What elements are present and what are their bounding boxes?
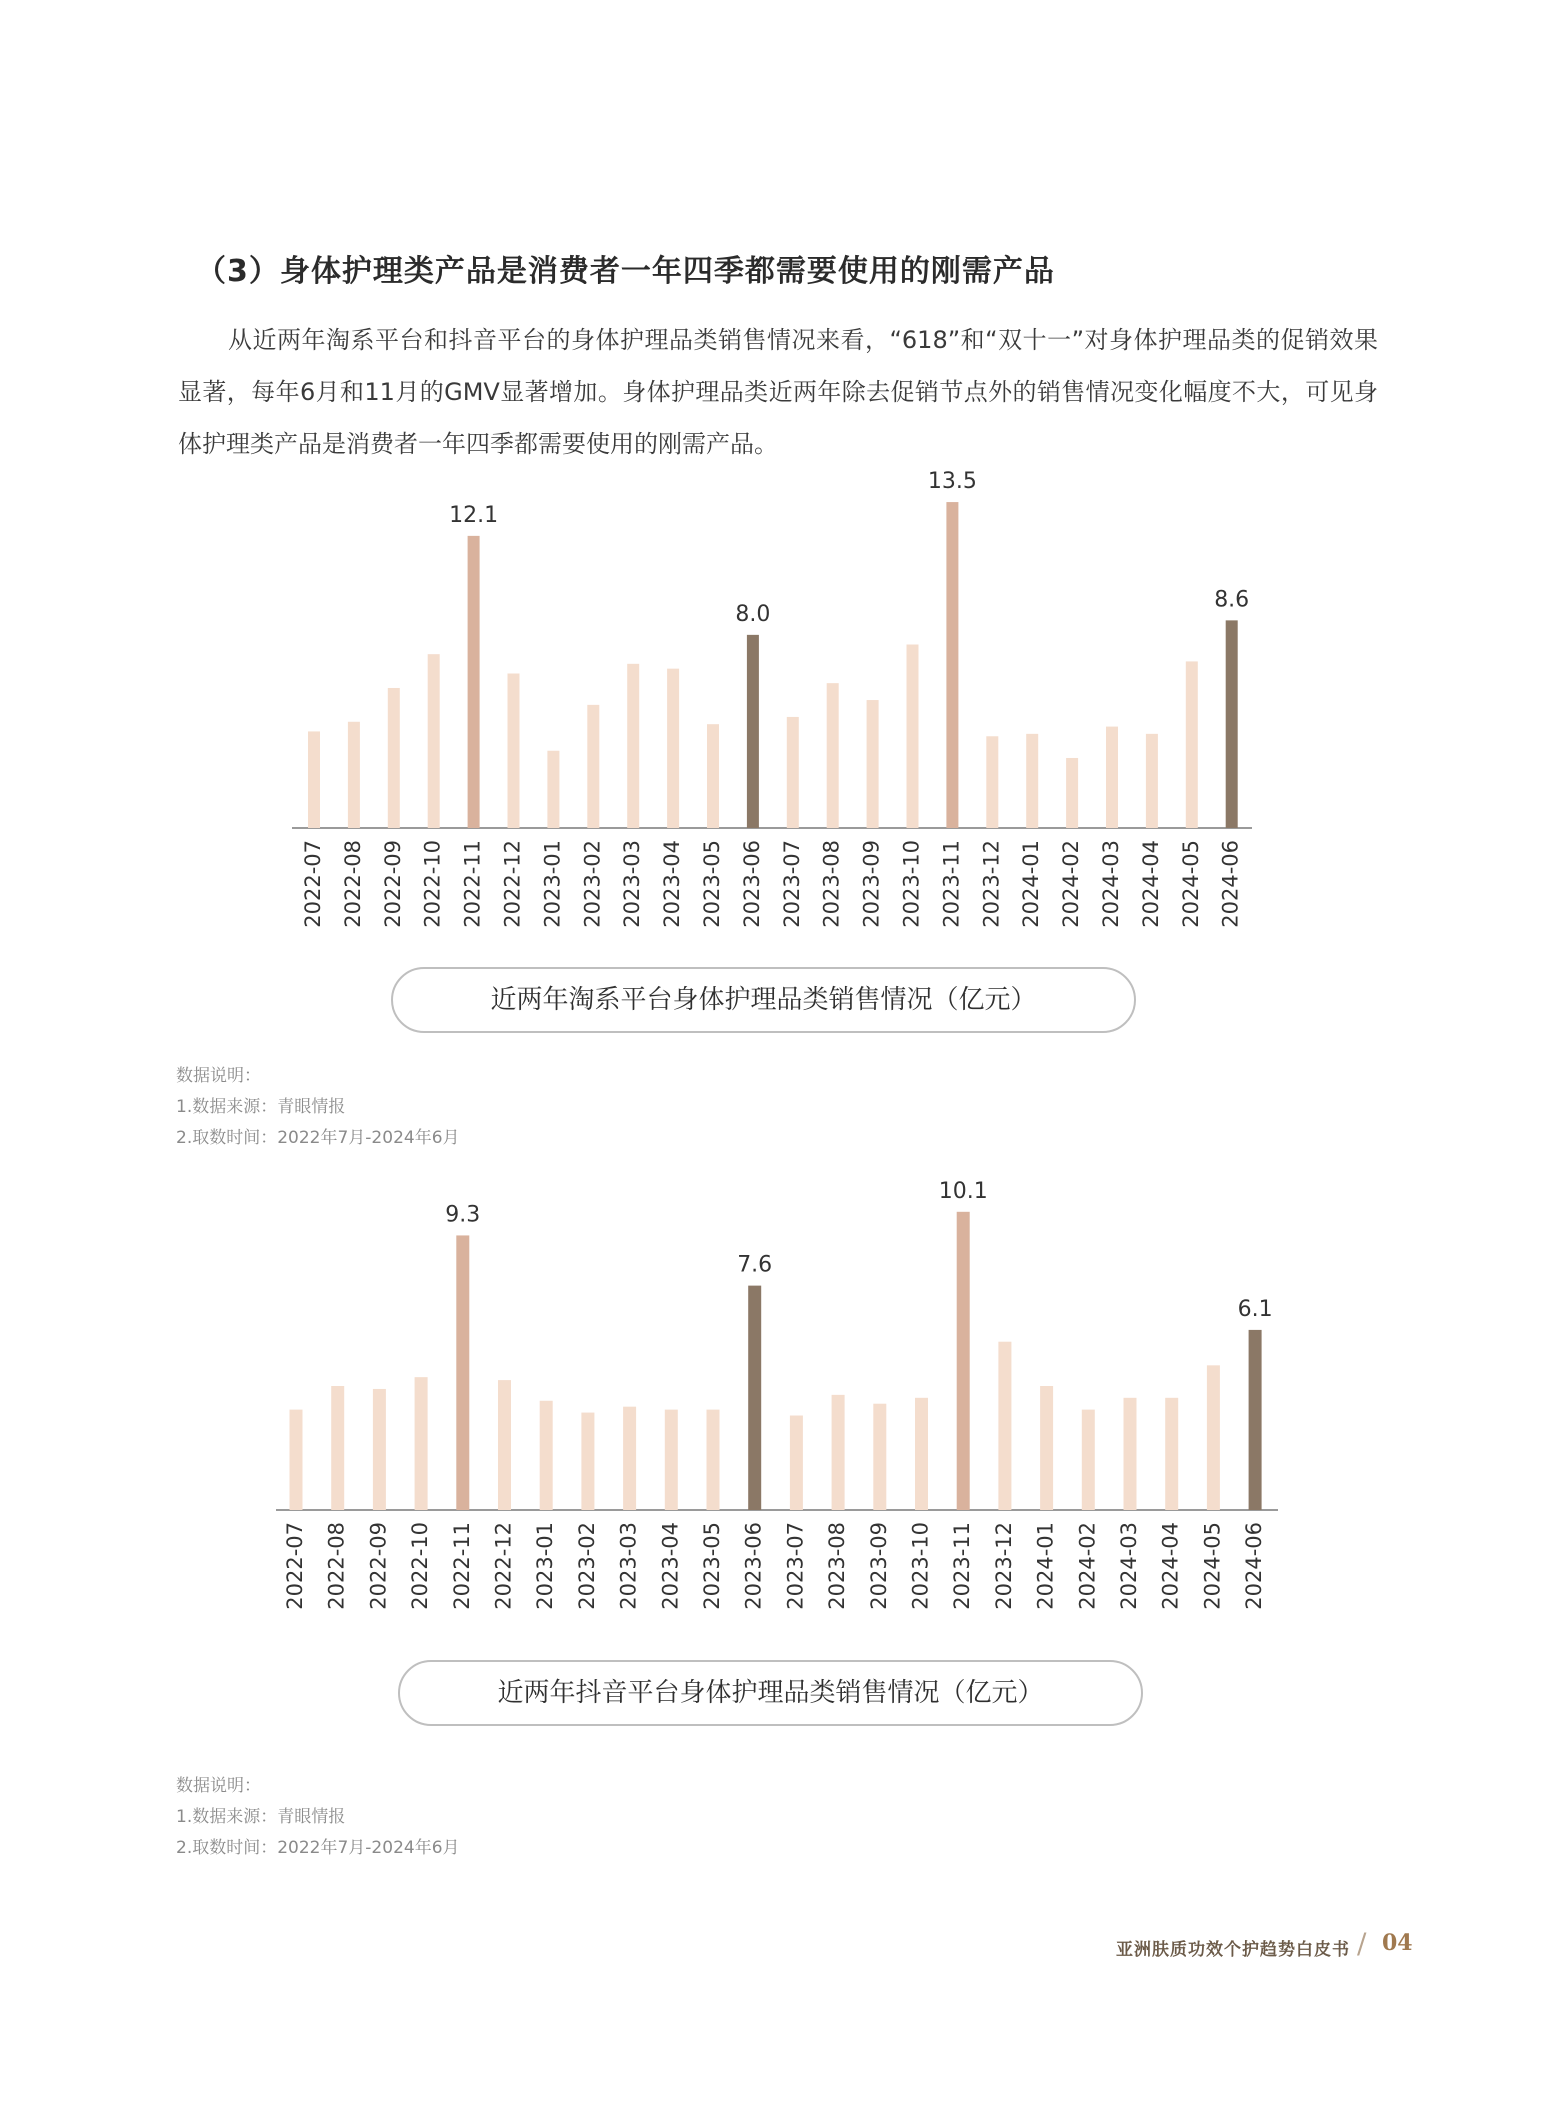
bar-2023-10 (907, 645, 919, 828)
tick-label-2023-11: 2023-11 (939, 840, 964, 928)
tick-label-2024-01: 2024-01 (1019, 840, 1044, 928)
tick-label-2023-01: 2023-01 (540, 840, 565, 928)
tick-label-2023-05: 2023-05 (700, 840, 724, 928)
tick-label-2023-10: 2023-10 (899, 840, 924, 928)
data-label-2023-06: 8.0 (735, 601, 771, 627)
tick-label-2023-12: 2023-12 (979, 840, 1004, 928)
notes-period: 2.取数时间：2022年7月-2024年6月 (176, 1128, 460, 1148)
bar-2022-08 (331, 1386, 344, 1510)
notes-source: 1.数据来源：青眼情报 (176, 1097, 346, 1117)
tick-label-2023-12: 2023-12 (991, 1522, 1016, 1610)
tick-label-2024-02: 2024-02 (1059, 840, 1084, 928)
tick-label-2022-11: 2022-11 (460, 840, 485, 928)
tick-label-2023-07: 2023-07 (783, 1522, 808, 1610)
tick-label-2022-09: 2022-09 (366, 1522, 391, 1610)
bar-2023-04 (667, 669, 679, 828)
tick-label-2022-12: 2022-12 (491, 1522, 516, 1610)
tick-label-2024-03: 2024-03 (1117, 1522, 1141, 1610)
tick-label-2024-06: 2024-06 (1242, 1522, 1267, 1610)
bar-2022-10 (428, 654, 440, 828)
tick-label-2022-08: 2022-08 (324, 1522, 349, 1610)
data-label-2022-11: 9.3 (445, 1202, 481, 1228)
bar-2024-05 (1186, 661, 1198, 828)
bar-2023-06 (747, 635, 759, 828)
tick-label-2024-03: 2024-03 (1099, 840, 1123, 928)
bar-2024-06 (1249, 1330, 1262, 1510)
bar-2022-08 (348, 722, 360, 828)
bar-2023-11 (957, 1212, 970, 1510)
data-notes-2 (176, 1771, 460, 1864)
tick-label-2024-05: 2024-05 (1178, 840, 1203, 928)
footer-divider: / (1357, 1927, 1367, 1960)
bar-2023-11 (946, 502, 958, 828)
bar-2023-01 (540, 1401, 553, 1510)
tick-label-2023-06: 2023-06 (739, 840, 764, 928)
tick-label-2022-10: 2022-10 (420, 840, 445, 928)
bar-2023-07 (787, 717, 799, 828)
tick-label-2023-10: 2023-10 (908, 1522, 933, 1610)
bar-2023-07 (790, 1416, 803, 1510)
bar-2024-01 (1040, 1386, 1053, 1510)
bar-2024-03 (1124, 1398, 1137, 1510)
page-number: 04 (1382, 1930, 1413, 1956)
tick-label-2023-09: 2023-09 (866, 1522, 891, 1610)
bar-2023-03 (627, 664, 639, 828)
bar-2024-02 (1082, 1410, 1095, 1510)
tick-label-2023-09: 2023-09 (859, 840, 884, 928)
notes-heading: 数据说明： (176, 1776, 261, 1796)
taoxi-sales-bar-chart (0, 470, 1554, 950)
data-notes-1 (176, 1061, 460, 1154)
data-label-2024-06: 6.1 (1237, 1296, 1273, 1322)
bar-2022-10 (415, 1377, 428, 1510)
bar-2024-04 (1165, 1398, 1178, 1510)
tick-label-2024-01: 2024-01 (1033, 1522, 1058, 1610)
bar-2023-01 (547, 751, 559, 828)
data-label-2023-11: 13.5 (927, 470, 977, 495)
data-label-2024-06: 8.6 (1214, 587, 1250, 613)
tick-label-2023-02: 2023-02 (580, 840, 605, 928)
data-label-2022-11: 12.1 (449, 502, 499, 528)
bar-2024-05 (1207, 1365, 1220, 1510)
data-label-2023-06: 7.6 (737, 1252, 773, 1278)
bar-2023-08 (832, 1395, 845, 1510)
tick-label-2022-10: 2022-10 (408, 1522, 433, 1610)
bar-2024-01 (1026, 734, 1038, 828)
bar-2023-08 (827, 683, 839, 828)
tick-label-2023-03: 2023-03 (616, 1522, 641, 1610)
bar-2023-10 (915, 1398, 928, 1510)
tick-label-2023-05: 2023-05 (700, 1522, 724, 1610)
douyin-chart-caption: 近两年抖音平台身体护理品类销售情况（亿元） (398, 1660, 1143, 1726)
bar-2023-09 (867, 700, 879, 828)
bar-2022-12 (498, 1380, 511, 1510)
tick-label-2024-06: 2024-06 (1218, 840, 1243, 928)
notes-period: 2.取数时间：2022年7月-2024年6月 (176, 1838, 460, 1858)
notes-source: 1.数据来源：青眼情报 (176, 1807, 346, 1827)
taoxi-chart-caption: 近两年淘系平台身体护理品类销售情况（亿元） (391, 967, 1136, 1033)
bar-2022-12 (508, 673, 520, 828)
bar-2022-11 (468, 536, 480, 828)
data-label-2023-11: 10.1 (938, 1180, 988, 1204)
tick-label-2023-04: 2023-04 (658, 1522, 683, 1610)
bar-2022-11 (456, 1235, 469, 1510)
tick-label-2022-11: 2022-11 (449, 1522, 474, 1610)
douyin-sales-bar-chart (0, 1180, 1554, 1640)
tick-label-2023-07: 2023-07 (779, 840, 804, 928)
tick-label-2022-08: 2022-08 (340, 840, 365, 928)
tick-label-2023-06: 2023-06 (741, 1522, 766, 1610)
intro-paragraph: 从近两年淘系平台和抖音平台的身体护理品类销售情况来看，“618”和“双十一”对身体护理品类的促销效果显著，每年6月和11月的GMV显著增加。身体护理品类近两年除去促销节点外的销售情况变化幅度不大，可见身体护理类产品是消费者一年四季都需要使用的刚需产品。 (178, 326, 1378, 458)
tick-label-2022-07: 2022-07 (301, 840, 325, 928)
bar-2024-06 (1226, 620, 1238, 828)
bar-2023-03 (623, 1407, 636, 1510)
tick-label-2023-01: 2023-01 (533, 1522, 558, 1610)
bar-2023-02 (581, 1413, 594, 1510)
tick-label-2023-04: 2023-04 (660, 840, 685, 928)
bar-2023-12 (998, 1342, 1011, 1510)
tick-label-2023-08: 2023-08 (825, 1522, 850, 1610)
tick-label-2024-02: 2024-02 (1075, 1522, 1100, 1610)
tick-label-2022-12: 2022-12 (500, 840, 525, 928)
tick-label-2023-11: 2023-11 (950, 1522, 975, 1610)
bar-2023-12 (986, 736, 998, 828)
tick-label-2024-05: 2024-05 (1200, 1522, 1225, 1610)
bar-2023-05 (707, 724, 719, 828)
bar-2022-07 (290, 1410, 303, 1510)
tick-label-2022-07: 2022-07 (283, 1522, 307, 1610)
tick-label-2022-09: 2022-09 (380, 840, 405, 928)
bar-2023-05 (707, 1410, 720, 1510)
bar-2022-09 (388, 688, 400, 828)
bar-2024-03 (1106, 727, 1118, 828)
section-title: （3）身体护理类产品是消费者一年四季都需要使用的刚需产品 (196, 254, 1055, 289)
bar-2022-09 (373, 1389, 386, 1510)
tick-label-2024-04: 2024-04 (1158, 1522, 1183, 1610)
tick-label-2023-02: 2023-02 (574, 1522, 599, 1610)
bar-2022-07 (308, 731, 320, 828)
bar-2024-04 (1146, 734, 1158, 828)
bar-2023-04 (665, 1410, 678, 1510)
bar-2023-02 (587, 705, 599, 828)
notes-heading: 数据说明： (176, 1066, 261, 1086)
tick-label-2023-03: 2023-03 (620, 840, 645, 928)
footer-publication-title: 亚洲肤质功效个护趋势白皮书 (1116, 1940, 1350, 1960)
bar-2023-06 (748, 1286, 761, 1510)
bar-2023-09 (873, 1404, 886, 1510)
bar-2024-02 (1066, 758, 1078, 828)
tick-label-2024-04: 2024-04 (1138, 840, 1163, 928)
tick-label-2023-08: 2023-08 (819, 840, 844, 928)
